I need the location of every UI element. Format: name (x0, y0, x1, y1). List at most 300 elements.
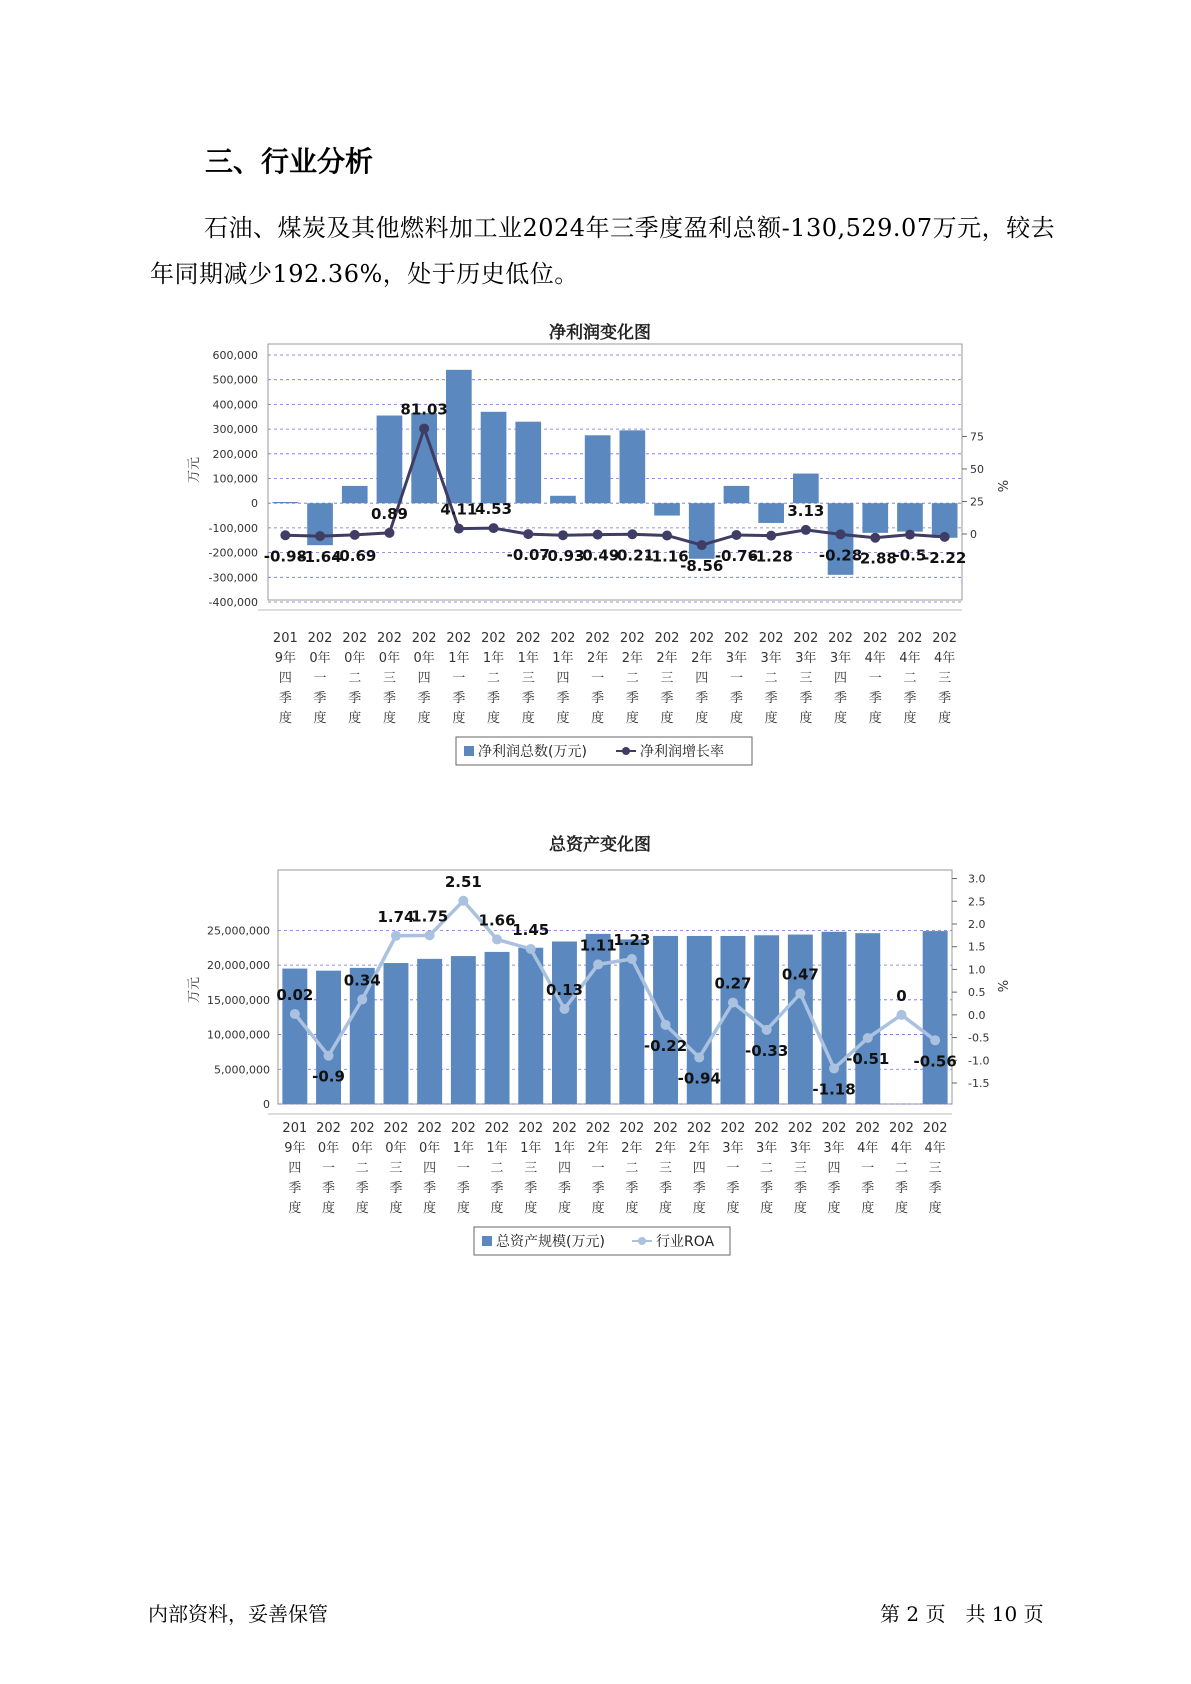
legend-label: 总资产规模(万元) (496, 1234, 605, 1250)
category-label: 三 (799, 671, 813, 686)
category-label: 202 (754, 1121, 780, 1136)
data-label: -2.22 (923, 548, 967, 567)
data-label: 1.75 (411, 907, 449, 926)
category-label: 季 (423, 1181, 437, 1196)
line-point (762, 1025, 772, 1035)
category-label: 9年 (284, 1141, 306, 1156)
category-label: 1年 (553, 1141, 576, 1156)
category-label: 2年 (654, 1141, 677, 1156)
data-label: -0.69 (333, 546, 377, 565)
data-label: 0.47 (781, 965, 819, 984)
category-label: 季 (894, 1181, 908, 1196)
right-tick-label: 1.5 (968, 940, 986, 954)
left-tick-label: 0 (263, 1098, 270, 1111)
line-point (863, 1033, 873, 1043)
category-label: 202 (550, 631, 576, 646)
category-label: 3年 (725, 651, 748, 666)
data-label: -0.07 (506, 546, 550, 565)
bar (855, 933, 880, 1104)
category-label: 季 (456, 1181, 470, 1196)
category-label: 季 (827, 1181, 841, 1196)
category-label: 3年 (823, 1141, 845, 1156)
category-label: 度 (868, 711, 882, 726)
category-label: 季 (591, 1181, 605, 1196)
category-label: 度 (827, 1201, 841, 1216)
category-label: 度 (834, 711, 848, 726)
category-label: 度 (928, 1201, 942, 1216)
category-label: 一 (591, 671, 605, 686)
line-point (489, 523, 499, 533)
data-label: -0.98 (263, 547, 307, 566)
category-label: 三 (524, 1161, 538, 1176)
category-label: 二 (903, 671, 917, 686)
category-label: 0年 (351, 1141, 373, 1156)
category-label: 四 (834, 671, 848, 686)
category-label: 度 (557, 1201, 571, 1216)
left-axis-title: 万元 (187, 976, 202, 1004)
category-label: 度 (278, 711, 292, 726)
category-label: 四 (827, 1161, 841, 1176)
category-label: 四 (288, 1161, 302, 1176)
category-label: 202 (342, 631, 368, 646)
left-tick-label: 0 (251, 497, 258, 511)
line-point (454, 524, 464, 534)
category-label: 季 (452, 691, 466, 706)
category-label: 202 (758, 631, 784, 646)
left-tick-label: 15,000,000 (207, 993, 270, 1007)
category-label: 0年 (419, 1141, 441, 1156)
category-label: 0年 (317, 1141, 340, 1156)
category-label: 202 (518, 1121, 544, 1136)
category-label: 季 (659, 1181, 673, 1196)
line-point (896, 1010, 906, 1020)
category-label: 二 (487, 671, 501, 686)
line-point (391, 931, 401, 941)
right-tick-label: 0.0 (968, 1008, 986, 1022)
bar (758, 503, 784, 523)
category-label: 202 (552, 1121, 577, 1136)
bar (417, 959, 442, 1104)
category-label: 度 (861, 1201, 875, 1216)
category-label: 四 (417, 671, 431, 686)
line-point (627, 954, 637, 964)
bar (793, 474, 819, 504)
data-label: -1.18 (812, 1080, 856, 1099)
category-label: 202 (932, 631, 958, 646)
data-label: -0.51 (846, 1050, 890, 1069)
category-label: 度 (799, 711, 813, 726)
category-label: 202 (446, 631, 472, 646)
category-label: 季 (313, 691, 327, 706)
bar (377, 416, 403, 504)
footer-confidential: 内部资料，妥善保管 (148, 1602, 328, 1626)
category-label: 季 (799, 691, 813, 706)
category-label: 1年 (517, 651, 539, 666)
legend-label: 净利润总数(万元) (478, 744, 587, 760)
total-assets-chart (0, 814, 1191, 1274)
line-point (350, 530, 360, 540)
bar (515, 422, 541, 504)
line-point (559, 1004, 569, 1014)
line-point (940, 532, 950, 542)
category-label: 202 (821, 1121, 847, 1136)
right-tick-label: -1.0 (968, 1054, 990, 1068)
category-label: 一 (729, 671, 743, 686)
category-label: 季 (591, 691, 605, 706)
line-point (731, 530, 741, 540)
left-tick-label: 400,000 (212, 398, 258, 412)
data-label: -0.94 (677, 1069, 721, 1088)
category-label: 四 (423, 1161, 437, 1176)
bar (724, 486, 750, 503)
category-label: 二 (894, 1161, 908, 1176)
left-tick-label: -400,000 (208, 596, 258, 609)
bar (897, 503, 923, 531)
category-label: 度 (625, 1201, 639, 1216)
footer-page-number: 第 2 页 共 10 页 (880, 1602, 1044, 1626)
category-label: 4年 (857, 1141, 879, 1156)
category-label: 202 (897, 631, 923, 646)
category-label: 度 (490, 1201, 504, 1216)
category-label: 202 (484, 1121, 510, 1136)
category-label: 9年 (274, 651, 296, 666)
right-tick-label: 1.0 (968, 963, 986, 977)
category-label: 三 (793, 1161, 807, 1176)
category-label: 度 (692, 1201, 706, 1216)
right-tick-label: 0 (970, 527, 977, 541)
right-tick-label: -1.5 (968, 1077, 990, 1091)
category-label: 202 (417, 1121, 443, 1136)
category-label: 202 (686, 1121, 712, 1136)
data-label: 0.02 (276, 985, 314, 1004)
category-label: 度 (764, 711, 778, 726)
category-label: 四 (557, 1161, 571, 1176)
category-label: 2年 (621, 651, 643, 666)
category-label: 度 (591, 711, 605, 726)
category-label: 度 (524, 1201, 538, 1216)
category-label: 一 (861, 1161, 875, 1176)
line-point (829, 1063, 839, 1073)
data-label: 2.51 (444, 872, 482, 891)
line-point (419, 424, 429, 434)
category-label: 202 (828, 631, 853, 646)
line-point (870, 533, 880, 543)
net-profit-chart-svg (0, 318, 1191, 778)
line-point (836, 529, 846, 539)
right-axis-title: % (997, 979, 1012, 993)
category-label: 度 (382, 711, 396, 726)
category-label: 0年 (378, 651, 401, 666)
category-label: 度 (903, 711, 917, 726)
category-label: 1年 (452, 1141, 474, 1156)
category-label: 度 (423, 1201, 437, 1216)
line-point (694, 1053, 704, 1063)
category-label: 4年 (899, 651, 921, 666)
category-label: 202 (307, 631, 333, 646)
category-label: 四 (695, 671, 709, 686)
left-tick-label: -100,000 (208, 521, 258, 535)
category-label: 季 (834, 691, 848, 706)
data-label: -0.33 (745, 1041, 789, 1060)
bar (586, 934, 611, 1104)
bar (654, 503, 680, 515)
category-label: 3年 (789, 1141, 811, 1156)
data-label: -0.9 (312, 1067, 345, 1086)
category-label: 201 (282, 1121, 308, 1136)
section-heading: 三、行业分析 (205, 145, 374, 178)
category-label: 0年 (344, 651, 366, 666)
category-label: 2年 (656, 651, 678, 666)
category-label: 度 (659, 1201, 673, 1216)
category-label: 一 (868, 671, 882, 686)
data-label: 1.66 (478, 911, 516, 930)
category-label: 202 (862, 631, 888, 646)
category-label: 季 (938, 691, 952, 706)
category-label: 季 (868, 691, 882, 706)
bar (822, 932, 847, 1104)
category-label: 1年 (486, 1141, 508, 1156)
line-point (593, 530, 603, 540)
category-label: 季 (660, 691, 674, 706)
category-label: 一 (726, 1161, 740, 1176)
category-label: 三 (389, 1161, 403, 1176)
category-label: 202 (411, 631, 437, 646)
data-label: 4.53 (475, 500, 513, 519)
data-label: -0.21 (610, 546, 654, 565)
bar (383, 963, 408, 1104)
line-point (905, 530, 915, 540)
category-label: 202 (922, 1121, 948, 1136)
category-label: 季 (695, 691, 709, 706)
bar (619, 939, 644, 1104)
left-tick-label: 20,000,000 (207, 959, 270, 973)
line-point (280, 530, 290, 540)
data-label: -2.88 (853, 549, 897, 568)
bar (451, 956, 476, 1104)
category-label: 度 (726, 1201, 740, 1216)
legend-label: 净利润增长率 (640, 744, 724, 760)
data-label: -1.64 (298, 548, 342, 567)
left-tick-label: 200,000 (212, 447, 258, 461)
category-label: 度 (793, 1201, 807, 1216)
category-label: 季 (692, 1181, 706, 1196)
category-label: 4年 (864, 651, 886, 666)
summary-paragraph: 石油、煤炭及其他燃料加工业2024年三季度盈利总额-130,529.07万元，较去年同期减少192.36%，处于历史低位。 (150, 214, 1056, 288)
category-label: 202 (793, 631, 819, 646)
category-label: 202 (787, 1121, 813, 1136)
data-label: 0.13 (545, 980, 583, 999)
data-label: 3.13 (787, 501, 825, 520)
category-label: 度 (521, 711, 535, 726)
category-label: 2年 (587, 1141, 609, 1156)
category-label: 度 (660, 711, 674, 726)
category-label: 3年 (795, 651, 817, 666)
line-point (492, 934, 502, 944)
right-tick-label: 0.5 (968, 986, 986, 1000)
bar (689, 503, 715, 559)
bar (923, 931, 948, 1104)
data-label: 1.45 (512, 920, 550, 939)
line-point (315, 531, 325, 541)
category-label: 2年 (691, 651, 713, 666)
line-point (697, 540, 707, 550)
category-label: 度 (591, 1201, 605, 1216)
line-point (728, 998, 738, 1008)
category-label: 202 (515, 631, 541, 646)
data-label: -0.49 (576, 546, 620, 565)
category-label: 1年 (448, 651, 470, 666)
data-label: 0.34 (343, 971, 381, 990)
category-label: 季 (487, 691, 501, 706)
category-label: 0年 (309, 651, 331, 666)
category-label: 1年 (482, 651, 505, 666)
category-label: 202 (450, 1121, 476, 1136)
category-label: 202 (855, 1121, 881, 1136)
left-tick-label: 100,000 (212, 472, 258, 486)
category-label: 2年 (621, 1141, 643, 1156)
left-tick-label: -300,000 (208, 571, 258, 585)
category-label: 三 (928, 1161, 942, 1176)
line-point (662, 530, 672, 540)
line-point (523, 529, 533, 539)
right-axis-title: % (997, 479, 1012, 493)
data-label: 0.27 (714, 974, 752, 993)
right-tick-label: -0.5 (968, 1031, 990, 1045)
category-label: 二 (760, 1161, 774, 1176)
category-label: 季 (348, 691, 362, 706)
category-label: 202 (619, 1121, 645, 1136)
legend-bar-swatch (482, 1236, 492, 1246)
category-label: 度 (894, 1201, 908, 1216)
category-label: 202 (889, 1121, 914, 1136)
bar (620, 430, 646, 503)
category-label: 度 (417, 711, 431, 726)
legend-line-marker (622, 747, 630, 755)
category-label: 一 (452, 671, 466, 686)
category-label: 季 (322, 1181, 336, 1196)
left-tick-label: 600,000 (212, 349, 258, 362)
category-label: 季 (625, 691, 639, 706)
category-label: 三 (382, 671, 396, 686)
chart-title: 净利润变化图 (549, 323, 651, 343)
category-label: 度 (456, 1201, 470, 1216)
category-label: 202 (724, 631, 749, 646)
category-label: 4年 (924, 1141, 946, 1156)
category-label: 一 (456, 1161, 470, 1176)
category-label: 季 (355, 1181, 369, 1196)
bar (550, 496, 576, 503)
left-tick-label: 300,000 (212, 423, 258, 437)
legend-label: 行业ROA (656, 1234, 715, 1250)
line-point (627, 529, 637, 539)
line-point (558, 530, 568, 540)
data-label: 0 (896, 986, 907, 1005)
category-label: 季 (521, 691, 535, 706)
line-point (930, 1035, 940, 1045)
category-label: 度 (760, 1201, 774, 1216)
line-point (384, 528, 394, 538)
category-label: 2年 (587, 651, 609, 666)
data-label: -0.22 (643, 1036, 688, 1055)
category-label: 202 (585, 631, 611, 646)
data-label: 81.03 (400, 400, 448, 419)
category-label: 度 (288, 1201, 302, 1216)
left-tick-label: 25,000,000 (207, 924, 270, 938)
category-label: 二 (348, 671, 362, 686)
line-point (526, 944, 536, 954)
category-label: 季 (726, 1181, 740, 1196)
category-label: 季 (764, 691, 778, 706)
category-label: 度 (322, 1201, 336, 1216)
data-label: -0.28 (818, 546, 863, 565)
category-label: 202 (653, 1121, 678, 1136)
bar (446, 370, 472, 503)
category-label: 季 (903, 691, 917, 706)
line-point (357, 994, 367, 1004)
category-label: 度 (452, 711, 466, 726)
category-label: 季 (793, 1181, 807, 1196)
category-label: 二 (355, 1161, 369, 1176)
line-point (801, 525, 811, 535)
data-label: -8.56 (680, 557, 724, 576)
left-tick-label: 10,000,000 (207, 1028, 270, 1042)
category-label: 季 (861, 1181, 875, 1196)
line-point (795, 988, 805, 998)
category-label: 季 (490, 1181, 504, 1196)
category-label: 202 (377, 631, 402, 646)
category-label: 季 (278, 691, 292, 706)
category-label: 季 (928, 1181, 942, 1196)
category-label: 一 (322, 1161, 336, 1176)
category-label: 度 (313, 711, 327, 726)
left-axis-title: 万元 (187, 456, 202, 484)
category-label: 1年 (552, 651, 574, 666)
category-label: 0年 (385, 1141, 407, 1156)
category-label: 一 (313, 671, 327, 686)
data-label: -1.16 (645, 547, 689, 566)
category-label: 3年 (756, 1141, 778, 1156)
category-label: 季 (382, 691, 396, 706)
category-label: 202 (349, 1121, 375, 1136)
category-label: 202 (481, 631, 506, 646)
category-label: 3年 (760, 651, 782, 666)
category-label: 季 (760, 1181, 774, 1196)
category-label: 0年 (413, 651, 435, 666)
data-label: 1.74 (377, 907, 415, 926)
category-label: 3年 (829, 651, 852, 666)
category-label: 季 (524, 1181, 538, 1196)
bar (862, 503, 888, 533)
category-label: 四 (692, 1161, 706, 1176)
data-label: -0.56 (913, 1052, 957, 1071)
category-label: 202 (689, 631, 715, 646)
category-label: 三 (938, 671, 952, 686)
category-label: 202 (383, 1121, 409, 1136)
category-label: 202 (720, 1121, 746, 1136)
category-label: 4年 (890, 1141, 913, 1156)
category-label: 度 (556, 711, 570, 726)
category-label: 三 (521, 671, 535, 686)
net-profit-chart (0, 318, 1191, 778)
category-label: 度 (487, 711, 501, 726)
category-label: 3年 (722, 1141, 744, 1156)
right-tick-label: 75 (970, 430, 984, 444)
category-label: 三 (659, 1161, 673, 1176)
category-label: 202 (316, 1121, 341, 1136)
category-label: 三 (660, 671, 674, 686)
right-tick-label: 2.0 (968, 917, 986, 931)
left-tick-label: 5,000,000 (214, 1063, 270, 1077)
